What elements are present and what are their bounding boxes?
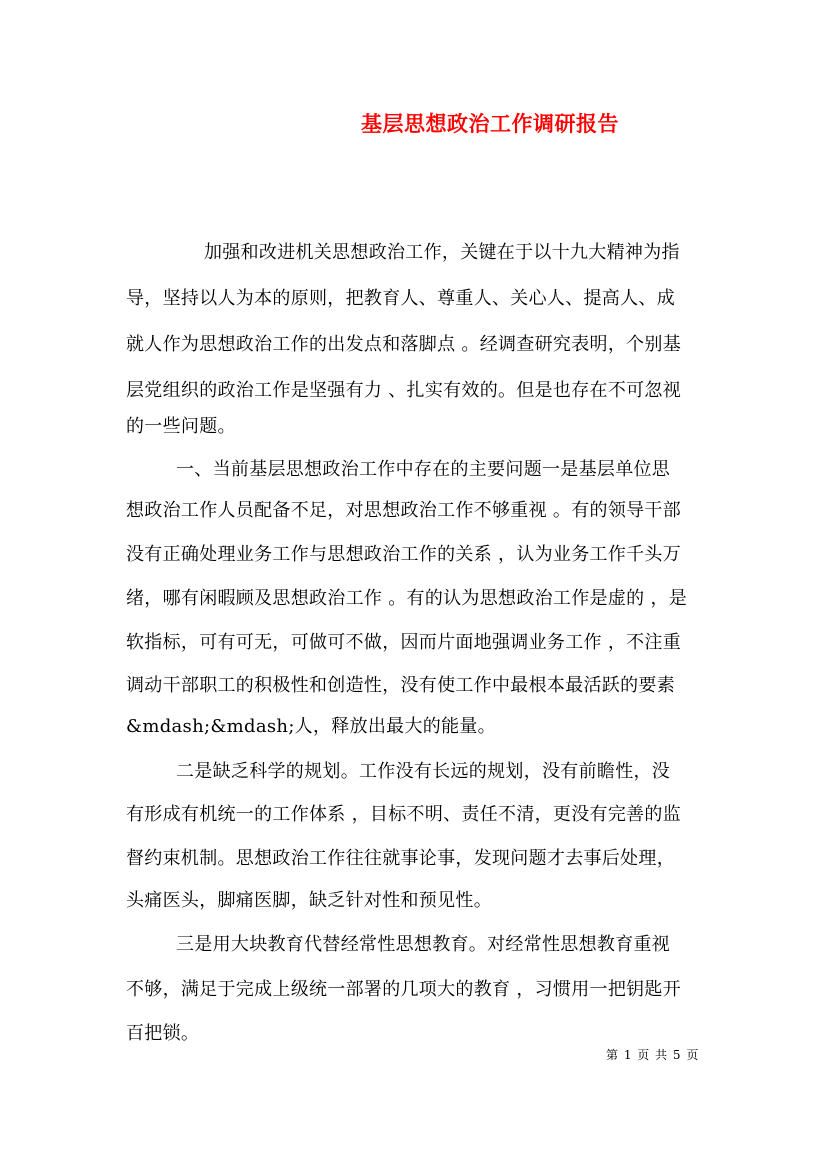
body-line: 层党组织的政治工作是坚强有力 、扎实有效的。但是也存在不可忽视 [126,380,682,401]
body-line: 百把锁。 [126,1023,200,1044]
body-line: 的一些问题。 [126,416,236,437]
body-line: 有形成有机统一的工作体系 ，目标不明、责任不清，更没有完善的监 [126,804,682,825]
body-line: 软指标，可有可无，可做可不做，因而片面地强调业务工作 ，不注重 [126,632,682,653]
body-line: 导，坚持以人为本的原则，把教育人、尊重人、关心人、提高人、成 [126,288,675,309]
body-line: 一、当前基层思想政治工作中存在的主要问题一是基层单位思 [176,459,671,480]
document-title: 基层思想政治工作调研报告 [361,111,619,136]
body-line: 督约束机制。思想政治工作往往就事论事，发现问题才去事后处理， [126,848,675,869]
body-line: 想政治工作人员配备不足，对思想政治工作不够重视 。有的领导干部 [126,500,682,521]
body-line: &mdash;&mdash;人，释放出最大的能量。 [126,716,496,737]
body-line: 调动干部职工的积极性和创造性，没有使工作中最根本最活跃的要素 [126,675,675,696]
body-line: 绪，哪有闲暇顾及思想政治工作 。有的认为思想政治工作是虚的 ，是 [126,588,688,609]
body-line: 就人作为思想政治工作的出发点和落脚点 。经调查研究表明，个别基 [126,334,682,355]
body-line: 不够，满足于完成上级统一部署的几项大的教育 ，习惯用一把钥匙开 [126,979,682,1000]
page-number: 第 1 页 共 5 页 [606,1048,699,1062]
body-line: 三是用大块教育代替经常性思想教育。对经常性思想教育重视 [176,934,671,955]
body-line: 二是缺乏科学的规划。工作没有长远的规划，没有前瞻性，没 [176,761,671,782]
body-line: 头痛医头，脚痛医脚，缺乏针对性和预见性。 [126,890,492,911]
body-line: 加强和改进机关思想政治工作，关键在于以十九大精神为指 [204,242,680,263]
body-line: 没有正确处理业务工作与思想政治工作的关系 ，认为业务工作千头万 [126,544,682,565]
